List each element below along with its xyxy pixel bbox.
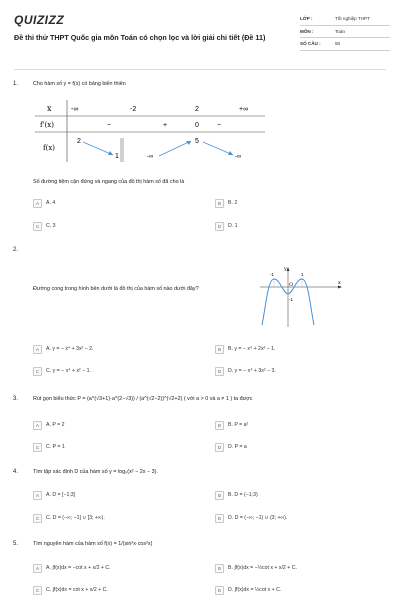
option-key: A [33, 345, 42, 354]
quizizz-logo: QUIZIZZ [14, 13, 65, 27]
option-text: B. y = − x⁴ + 2x² − 1. [228, 346, 276, 352]
answer-option-a[interactable] [33, 198, 55, 208]
row-label-f: f(x) [43, 144, 56, 152]
answer-option-b[interactable] [215, 563, 297, 573]
row-label-x: x [47, 104, 52, 113]
option-text: D. y = − x⁴ + 3x² − 3. [228, 368, 276, 374]
x-tick-label: -1 [270, 272, 275, 277]
meta-label: LỚP : [300, 16, 313, 22]
option-key: C [33, 367, 42, 376]
option-key: C [33, 586, 42, 595]
option-key: A [33, 199, 42, 208]
f-value: -∞ [235, 154, 242, 160]
y-axis-arrow-icon [287, 267, 290, 271]
option-key: C [33, 443, 42, 452]
option-text: B. D = (−1;3) [228, 492, 258, 498]
y-tick-label: -1 [289, 297, 294, 302]
header-divider [14, 69, 386, 70]
sign-value: − [107, 122, 112, 129]
option-key: B [215, 199, 224, 208]
origin-label: O [289, 282, 294, 288]
x-value: -∞ [71, 106, 79, 113]
option-text: B. 2 [228, 200, 238, 206]
row-label-fprime: f'(x) [40, 121, 54, 129]
answer-option-a[interactable] [33, 490, 75, 500]
option-text: B. ∫f(x)dx = −½cot x + x/2 + C. [228, 565, 297, 571]
f-value: 2 [77, 138, 81, 145]
y-axis-label: y [284, 266, 287, 272]
answer-option-d[interactable] [215, 221, 238, 231]
option-key: D [215, 586, 224, 595]
option-key: D [215, 514, 224, 523]
answer-option-b[interactable] [215, 420, 248, 430]
f-value: -∞ [147, 154, 154, 160]
option-key: C [33, 514, 42, 523]
meta-row-count [300, 38, 390, 51]
meta-value: 50 [335, 41, 341, 47]
option-key: B [215, 564, 224, 573]
answer-option-c[interactable] [33, 513, 105, 523]
worksheet-header [0, 0, 400, 62]
question-text: Cho hàm số y = f(x) có bảng biến thiên [33, 81, 126, 87]
variation-table-svg [35, 100, 265, 162]
meta-label: MÔN : [300, 28, 314, 34]
option-text: A. ∫f(x)dx = −cot x + x/2 + C. [46, 565, 111, 571]
option-text: C. y = − x⁴ + x² − 1. [46, 368, 91, 374]
question-number: 4. [13, 469, 19, 475]
x-value: 2 [195, 106, 199, 113]
option-key: D [215, 443, 224, 452]
option-key: A [33, 491, 42, 500]
option-text: A. P = 2 [46, 422, 65, 428]
answer-option-b[interactable] [215, 490, 258, 500]
question-text: Tìm tập xác định D của hàm số y = log₅(x² − 2x − 3). [33, 469, 158, 475]
option-text: A. y = − x⁴ + 3x² − 2. [46, 346, 94, 352]
increase-arrow [159, 141, 191, 156]
answer-option-c[interactable] [33, 585, 108, 595]
meta-value: Tốt nghiệp THPT [335, 16, 370, 22]
x-axis-label: x [338, 280, 341, 286]
option-text: D. P = a [228, 444, 247, 450]
answer-option-a[interactable] [33, 344, 94, 354]
f-value: 1 [115, 153, 119, 160]
option-text: C. D = (−∞; −1] ∪ [3; +∞). [46, 515, 105, 521]
option-key: B [215, 491, 224, 500]
option-text: D. 1 [228, 223, 238, 229]
question-text: Đường cong trong hình bên dưới là đồ thị của hàm số nào dưới đây? [33, 286, 199, 292]
variation-table [35, 100, 265, 162]
option-text: C. ∫f(x)dx = cot x + x/2 + C. [46, 587, 108, 593]
option-key: B [215, 421, 224, 430]
question-number: 3. [13, 396, 19, 402]
option-text: A. 4 [46, 200, 56, 206]
answer-option-d[interactable] [215, 513, 287, 523]
answer-option-a[interactable] [33, 563, 111, 573]
option-key: D [215, 222, 224, 231]
decrease-arrow [203, 142, 233, 155]
document-title: Đề thi thử THPT Quốc gia môn Toán có chọn lọc và lời giải chi tiết (Đề 11) [14, 33, 266, 42]
meta-value: Toán [335, 28, 345, 34]
option-key: C [33, 222, 42, 231]
x-value: -2 [130, 106, 137, 113]
option-key: B [215, 345, 224, 354]
meta-row-subject [300, 26, 390, 39]
answer-option-d[interactable] [215, 442, 247, 452]
option-key: A [33, 564, 42, 573]
answer-option-c[interactable] [33, 366, 91, 376]
question-number: 2. [13, 247, 19, 253]
answer-option-b[interactable] [215, 344, 276, 354]
answer-option-c[interactable] [33, 442, 65, 452]
question-number: 5. [13, 541, 19, 547]
sign-value: 0 [195, 122, 199, 129]
answer-option-b[interactable] [215, 198, 237, 208]
function-graph-svg [258, 265, 344, 327]
answer-option-a[interactable] [33, 420, 65, 430]
meta-label: SỐ CÂU : [300, 41, 321, 47]
sign-value: + [163, 122, 168, 129]
option-text: A. D = [−1;3] [46, 492, 76, 498]
answer-option-d[interactable] [215, 366, 276, 376]
option-key: A [33, 421, 42, 430]
answer-option-d[interactable] [215, 585, 281, 595]
option-text: C. P = 1 [46, 444, 65, 450]
f-value: 5 [195, 138, 199, 145]
meta-info [300, 13, 390, 51]
x-tick-label: 1 [301, 272, 304, 277]
option-text: D. D = (−∞; −1) ∪ (3; +∞). [228, 515, 288, 521]
option-key: D [215, 367, 224, 376]
meta-row-class [300, 13, 390, 26]
question-followup: Số đường tiệm cận đứng và ngang của đồ thị hàm số đã cho là [33, 179, 185, 185]
answer-option-c[interactable] [33, 221, 56, 231]
sign-value: − [217, 122, 222, 129]
option-text: C. 3 [46, 223, 56, 229]
question-text: Rút gọn biểu thức P = (a^(√3+1)·a^(2−√3)) / (a^(√2−2))^(√2+2) ( với a > 0 và a ≠ 1 ) ta được [33, 396, 253, 402]
x-value: +∞ [239, 106, 249, 113]
question-number: 1. [13, 81, 19, 87]
question-text: Tìm nguyên hàm của hàm số f(x) = 1/(sin²x·cos²x) [33, 541, 153, 547]
function-graph [258, 265, 344, 327]
decrease-arrow [83, 142, 113, 155]
option-text: D. ∫f(x)dx = ½cot x + C. [228, 587, 282, 593]
option-text: B. P = a² [228, 422, 249, 428]
